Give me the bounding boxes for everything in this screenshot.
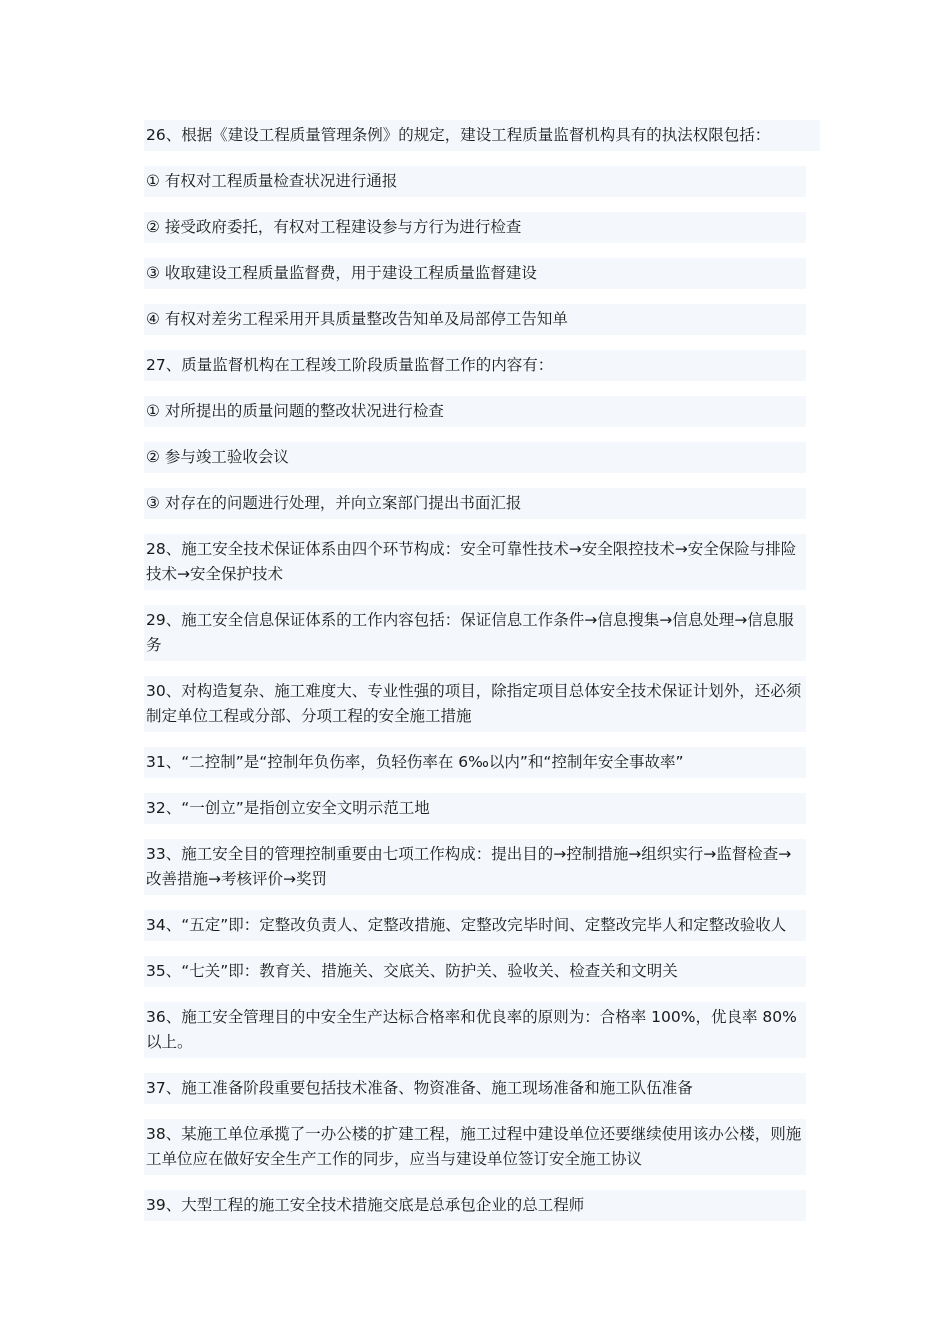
paragraph-39: 39、大型工程的施工安全技术措施交底是总承包企业的总工程师 [144,1190,806,1221]
paragraph-26-item-2: ② 接受政府委托，有权对工程建设参与方行为进行检查 [144,212,806,243]
paragraph-27-item-1: ① 对所提出的质量问题的整改状况进行检查 [144,396,806,427]
paragraph-34: 34、“五定”即：定整改负责人、定整改措施、定整改完毕时间、定整改完毕人和定整改验收人 [144,910,806,941]
paragraph-36: 36、施工安全管理目的中安全生产达标合格率和优良率的原则为：合格率 100%，优良率 80%以上。 [144,1002,806,1058]
paragraph-35: 35、“七关”即：教育关、措施关、交底关、防护关、验收关、检查关和文明关 [144,956,806,987]
paragraph-26: 26、根据《建设工程质量管理条例》的规定，建设工程质量监督机构具有的执法权限包括： [144,120,820,151]
paragraph-26-item-1: ① 有权对工程质量检查状况进行通报 [144,166,806,197]
paragraph-29: 29、施工安全信息保证体系的工作内容包括：保证信息工作条件→信息搜集→信息处理→信息服务 [144,605,806,661]
paragraph-31: 31、“二控制”是“控制年负伤率，负轻伤率在 6‰以内”和“控制年安全事故率” [144,747,806,778]
paragraph-27-item-2: ② 参与竣工验收会议 [144,442,806,473]
paragraph-30: 30、对构造复杂、施工难度大、专业性强的项目，除指定项目总体安全技术保证计划外，还必须制定单位工程或分部、分项工程的安全施工措施 [144,676,806,732]
paragraph-27: 27、质量监督机构在工程竣工阶段质量监督工作的内容有： [144,350,806,381]
paragraph-37: 37、施工准备阶段重要包括技术准备、物资准备、施工现场准备和施工队伍准备 [144,1073,806,1104]
paragraph-27-item-3: ③ 对存在的问题进行处理，并向立案部门提出书面汇报 [144,488,806,519]
document-body [144,120,806,1236]
paragraph-28: 28、施工安全技术保证体系由四个环节构成：安全可靠性技术→安全限控技术→安全保险与排险技术→安全保护技术 [144,534,806,590]
paragraph-38: 38、某施工单位承揽了一办公楼的扩建工程，施工过程中建设单位还要继续使用该办公楼，则施工单位应在做好安全生产工作的同步，应当与建设单位签订安全施工协议 [144,1119,806,1175]
paragraph-26-item-3: ③ 收取建设工程质量监督费，用于建设工程质量监督建设 [144,258,806,289]
paragraph-26-item-4: ④ 有权对差劣工程采用开具质量整改告知单及局部停工告知单 [144,304,806,335]
paragraph-33: 33、施工安全目的管理控制重要由七项工作构成：提出目的→控制措施→组织实行→监督检查→改善措施→考核评价→奖罚 [144,839,806,895]
paragraph-32: 32、“一创立”是指创立安全文明示范工地 [144,793,806,824]
